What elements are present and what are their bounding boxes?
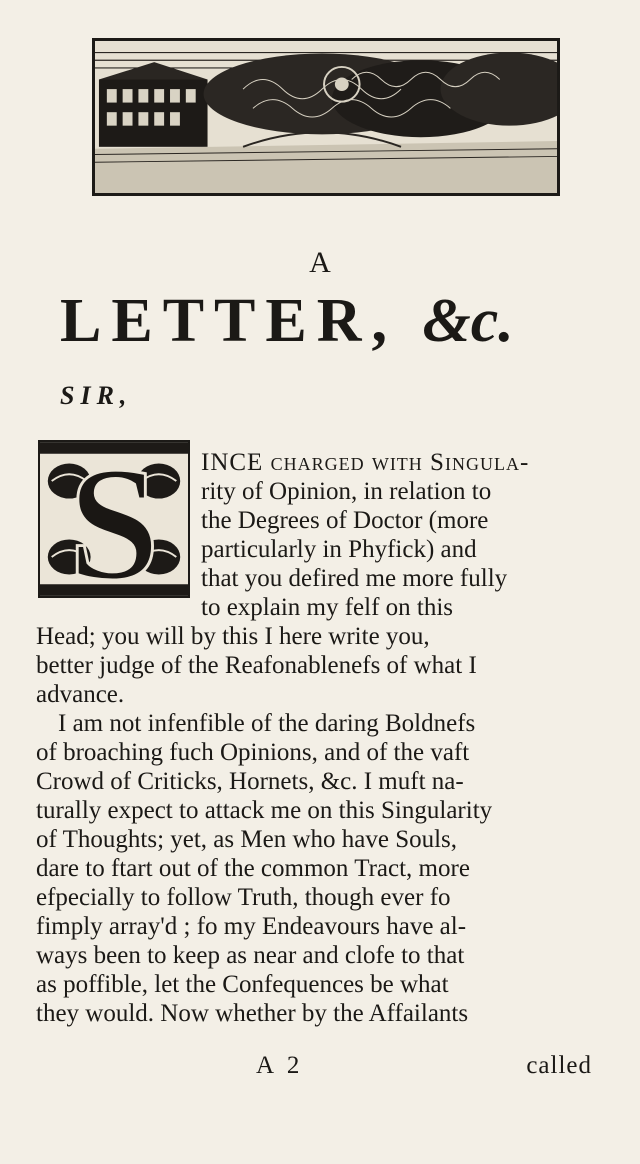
line-17: fimply array'd ; fo my Endeavours have al- [36, 913, 467, 940]
line-2: rity of Opinion, in relation to [201, 478, 492, 505]
text-line [36, 941, 592, 970]
line-18: ways been to keep as near and clofe to that [36, 942, 465, 969]
catchword: called [526, 1052, 592, 1079]
line-14: of Thoughts; yet, as Men who have Souls, [36, 826, 458, 853]
text-line [36, 448, 592, 477]
page-footer [36, 1052, 592, 1086]
line-3: the Degrees of Doctor (more [201, 507, 489, 534]
line-11: of broaching fuch Opinions, and of the vaft [36, 739, 470, 766]
signature-mark: A 2 [256, 1052, 304, 1079]
text-line [36, 680, 592, 709]
text-line [36, 622, 592, 651]
title-word: LETTER, [60, 287, 398, 355]
text-line [36, 564, 592, 593]
text-line [36, 883, 592, 912]
line-1: INCE charged with Singula- [201, 449, 530, 476]
text-line [36, 535, 592, 564]
line-12: Crowd of Criticks, Hornets, &c. I muft na- [36, 768, 464, 795]
text-line [36, 767, 592, 796]
drop-cap-letter: S [68, 442, 160, 596]
salutation: SIR, [60, 381, 133, 410]
title-article: A [309, 246, 331, 279]
text-line [36, 999, 592, 1028]
text-line [36, 506, 592, 535]
line-8: better judge of the Reafonablenefs of what I [36, 652, 477, 679]
text-line [36, 796, 592, 825]
text-line [36, 477, 592, 506]
title-etc: &c. [422, 287, 514, 355]
line-19: as poffible, let the Confequences be what [36, 971, 449, 998]
line-9: advance. [36, 681, 125, 708]
text-line [36, 854, 592, 883]
line-5: that you defired me more fully [201, 565, 508, 592]
line-4: particularly in Phyfick) and [201, 536, 477, 563]
line-6: to explain my felf on this [201, 594, 454, 621]
page-title [60, 286, 590, 357]
text-line [36, 593, 592, 622]
text-line [36, 825, 592, 854]
text-line [36, 651, 592, 680]
line-16: efpecially to follow Truth, though ever fo [36, 884, 451, 911]
line-10: I am not infenfible of the daring Boldnefs [58, 710, 476, 737]
letter-body [36, 448, 592, 1028]
line-20: they would. Now whether by the Affailants [36, 1000, 469, 1027]
text-line [36, 912, 592, 941]
headpiece-woodcut-illustration [92, 38, 560, 196]
line-15: dare to ftart out of the common Tract, more [36, 855, 470, 882]
line-7: Head; you will by this I here write you, [36, 623, 430, 650]
text-line [36, 709, 592, 738]
line-13: turally expect to attack me on this Singularity [36, 797, 493, 824]
text-line [36, 970, 592, 999]
text-line [36, 738, 592, 767]
